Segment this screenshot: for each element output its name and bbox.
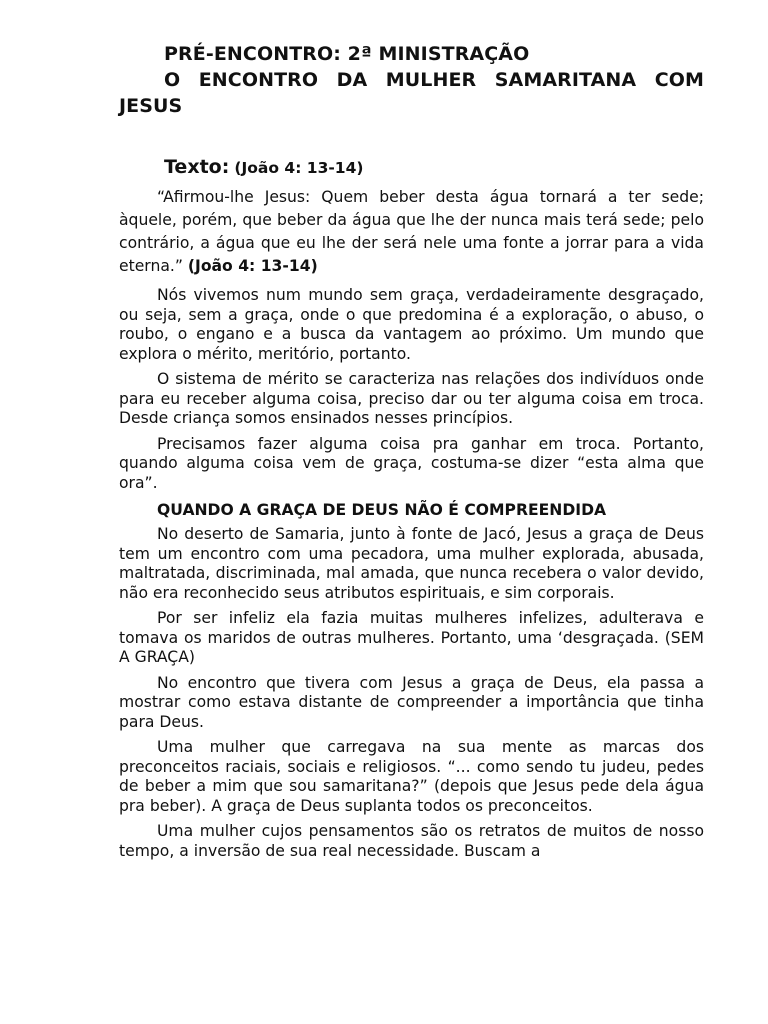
paragraph: No encontro que tivera com Jesus a graça de Deus, ela passa a mostrar como estava distante de compreender a importância que tinha para Deus. bbox=[119, 673, 704, 731]
document-body bbox=[119, 186, 704, 867]
title-line-1: PRÉ-ENCONTRO: 2ª MINISTRAÇÃO bbox=[164, 43, 530, 65]
title-line-2: O ENCONTRO DA MULHER SAMARITANA COM JESUS bbox=[119, 69, 704, 117]
quote-reference: (João 4: 13-14) bbox=[187, 257, 318, 275]
page-title bbox=[119, 41, 704, 119]
paragraph: Nós vivemos num mundo sem graça, verdadeiramente desgraçado, ou seja, sem a graça, onde o que predomina é a exploração, o abuso, o roubo, o engano e a busca da vantagem ao próximo. Um mundo que explora o mérito, meritório, portanto. bbox=[119, 286, 704, 363]
text-reference-line bbox=[164, 156, 363, 178]
text-reference: (João 4: 13-14) bbox=[234, 159, 364, 177]
scripture-quote bbox=[119, 186, 704, 278]
paragraph: O sistema de mérito se caracteriza nas relações dos indivíduos onde para eu receber alguma coisa, preciso dar ou ter alguma coisa em troca. Desde criança somos ensinados nesses princípios. bbox=[119, 370, 704, 427]
paragraph: Uma mulher que carregava na sua mente as marcas dos preconceitos raciais, sociais e religiosos. “... como sendo tu judeu, pedes de beber a mim que sou samaritana?” (depois que Jesus pede dela água pra beber). A graça de Deus suplanta todos os preconceitos. bbox=[119, 738, 704, 815]
section-heading: QUANDO A GRAÇA DE DEUS NÃO É COMPREENDIDA bbox=[157, 501, 607, 519]
text-label: Texto: bbox=[164, 156, 230, 178]
paragraph: No deserto de Samaria, junto à fonte de Jacó, Jesus a graça de Deus tem um encontro com uma pecadora, uma mulher explorada, abusada, maltratada, discriminada, mal amada, que nunca recebera o valor devido, não era reconhecido seus atributos espirituais, e sim corporais. bbox=[119, 525, 704, 602]
quote-text: “Afirmou-lhe Jesus: Quem beber desta água tornará a ter sede; àquele, porém, que beber da água que lhe der nunca mais terá sede; pelo contrário, a água que eu lhe der será nele uma fonte a jorrar para a vida eterna.” bbox=[119, 188, 704, 275]
paragraph: Precisamos fazer alguma coisa pra ganhar em troca. Portanto, quando alguma coisa vem de graça, costuma-se dizer “esta alma que ora”. bbox=[119, 434, 704, 492]
paragraph: Por ser infeliz ela fazia muitas mulheres infelizes, adulterava e tomava os maridos de outras mulheres. Portanto, uma ‘desgraçada. (SEM A GRAÇA) bbox=[119, 609, 704, 666]
paragraph: Uma mulher cujos pensamentos são os retratos de muitos de nosso tempo, a inversão de sua real necessidade. Buscam a bbox=[119, 822, 704, 860]
